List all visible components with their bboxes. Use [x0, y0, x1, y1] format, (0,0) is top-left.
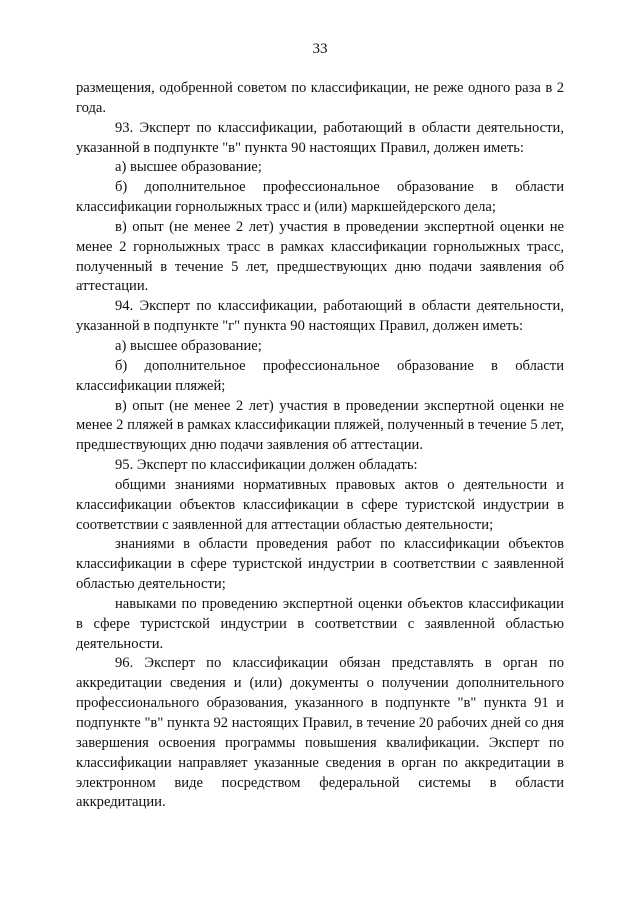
- paragraph: размещения, одобренной советом по классификации, не реже одного раза в 2 года.: [76, 80, 564, 116]
- list-item: в) опыт (не менее 2 лет) участия в проведении экспертной оценки не менее 2 пляжей в рамках классификации пляжей, полученный в течение 5 лет, предшествующих дню подачи заявления об аттестации.: [76, 397, 564, 454]
- page-number: 33: [312, 41, 328, 57]
- list-item: общими знаниями нормативных правовых актов о деятельности и классификации объектов классификации в сфере туристской индустрии в соответствии с заявленной для аттестации областью деятельности;: [76, 476, 564, 533]
- list-item: б) дополнительное профессиональное образование в области классификации пляжей;: [76, 357, 564, 394]
- list-item: а) высшее образование;: [115, 337, 262, 354]
- list-item: знаниями в области проведения работ по классификации объектов классификации в сфере туристской индустрии в соответствии с заявленной областью деятельности;: [76, 536, 564, 593]
- document-body: [76, 79, 564, 813]
- list-item: б) дополнительное профессиональное образование в области классификации горнолыжных трасс и (или) маркшейдерского дела;: [76, 179, 564, 216]
- paragraph-93: 93. Эксперт по классификации, работающий в области деятельности, указанной в подпункте "в" пункта 90 настоящих Правил, должен иметь:: [76, 119, 564, 156]
- paragraph-96: 96. Эксперт по классификации обязан представлять в орган по аккредитации сведения и (или) документы о получении дополнительного профессионального образования, указанного в подпункте "в" пункта 91 и подпункте "в" пункта 92 настоящих Правил, в течение 20 рабочих дней со дня завершения освоения программы повышения квалификации. Эксперт по классификации направляет указанные сведения в орган по аккредитации в электронном виде посредством федеральной системы в области аккредитации.: [76, 655, 564, 811]
- list-item: навыками по проведению экспертной оценки объектов классификации в сфере туристской индустрии в соответствии с заявленной областью деятельности.: [76, 595, 564, 652]
- paragraph-95: 95. Эксперт по классификации должен обладать:: [115, 457, 418, 474]
- paragraph-94: 94. Эксперт по классификации, работающий в области деятельности, указанной в подпункте "г" пункта 90 настоящих Правил, должен иметь:: [76, 298, 564, 335]
- list-item: в) опыт (не менее 2 лет) участия в проведении экспертной оценки не менее 2 горнолыжных трасс в рамках классификации горнолыжных трасс, полученный в течение 5 лет, предшествующих дню подачи заявления об аттестации.: [76, 218, 564, 295]
- list-item: а) высшее образование;: [115, 159, 262, 176]
